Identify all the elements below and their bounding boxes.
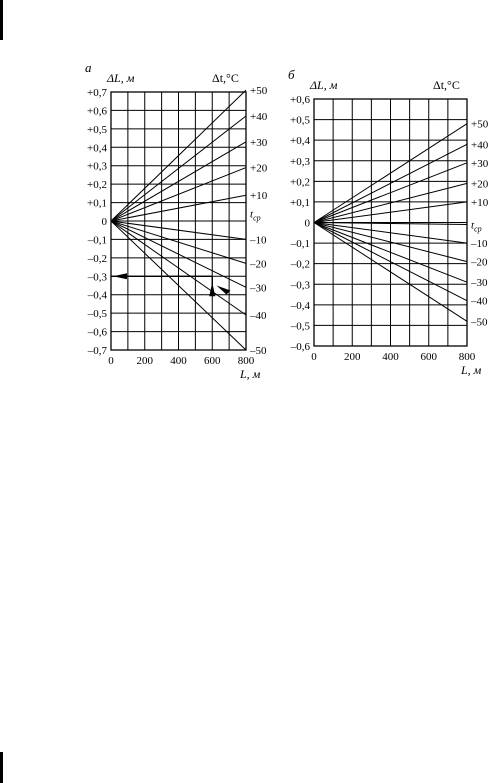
x-tick-label: 800 (458, 351, 476, 363)
x-tick-label: 600 (204, 355, 221, 367)
example-arrow-diag (216, 286, 230, 295)
y-tick-label: +0,4 (290, 135, 310, 148)
y-tick-label: –0,6 (290, 341, 310, 353)
series-end-label: –40 (471, 295, 488, 308)
series-end-label: +20 (250, 162, 268, 175)
series-end-label: –30 (471, 277, 488, 290)
y-tick-label: –0,2 (87, 252, 107, 265)
chart-panel-b (288, 67, 489, 377)
series-end-label: –30 (250, 282, 267, 295)
y-tick-label: –0,5 (87, 308, 107, 321)
series-end-label: +50 (471, 118, 489, 131)
y-tick-label: 0 (101, 216, 107, 228)
series-end-label: +30 (471, 157, 489, 170)
y-tick-label: –0,1 (87, 234, 107, 247)
y-tick-label: +0,3 (87, 160, 107, 173)
y-tick-label: –0,4 (290, 299, 310, 312)
x-axis-title: L, м (461, 363, 482, 377)
x-tick-label: 200 (344, 351, 361, 363)
y-tick-label: –0,3 (290, 279, 310, 292)
series-end-label: +10 (471, 196, 489, 209)
y-tick-label: +0,2 (87, 179, 107, 192)
y-tick-label: +0,6 (87, 105, 107, 118)
x-tick-label: 400 (382, 351, 399, 363)
x-axis-title: L, м (240, 367, 261, 381)
series-end-label: –50 (471, 316, 488, 329)
series-end-label: +50 (250, 85, 268, 98)
y-tick-label: –0,5 (290, 320, 310, 333)
y-tick-label: +0,4 (87, 142, 107, 155)
y-tick-label: +0,2 (290, 176, 310, 189)
series-end-label: –20 (471, 256, 488, 269)
y-tick-label: +0,3 (290, 155, 310, 168)
series-end-label: +40 (471, 139, 489, 152)
y-tick-label: +0,5 (290, 114, 310, 127)
y-tick-label: –0,4 (87, 289, 107, 302)
example-arrow-up (209, 282, 215, 296)
y2-axis-title: Δt,°C (433, 78, 460, 92)
x-tick-label: 0 (108, 355, 114, 367)
chart-panel-a (85, 60, 268, 381)
series-end-label: –50 (250, 345, 267, 357)
y-tick-label: +0,5 (87, 123, 107, 136)
x-tick-label: 0 (311, 351, 317, 363)
y-tick-label: –0,2 (290, 258, 310, 271)
panel-label: б (288, 67, 295, 82)
y-tick-label: +0,1 (87, 197, 107, 210)
x-tick-label: 800 (237, 355, 255, 367)
x-tick-label: 400 (170, 355, 187, 367)
series-end-label: –10 (471, 238, 488, 251)
series-end-label: +30 (250, 136, 268, 149)
example-arrow-left (113, 273, 127, 279)
y-axis-title: ΔL, м (107, 71, 135, 85)
series-end-label: +40 (250, 110, 268, 123)
y-tick-label: –0,1 (290, 238, 310, 251)
series-end-label: –40 (250, 309, 267, 322)
y2-axis-title: Δt,°C (212, 71, 239, 85)
y-tick-label: +0,6 (290, 94, 310, 106)
series-end-label: –20 (250, 258, 267, 271)
y-axis-title: ΔL, м (310, 78, 338, 92)
panel-label: а (85, 60, 92, 75)
y-tick-label: 0 (304, 217, 310, 230)
y-tick-label: –0,3 (87, 271, 107, 284)
y-tick-label: –0,6 (87, 326, 107, 339)
series-end-label: –10 (250, 234, 267, 247)
series-end-label: $t_{ср}$ (250, 208, 261, 223)
y-tick-label: +0,7 (87, 87, 107, 99)
y-tick-label: +0,1 (290, 196, 310, 209)
series-end-label: +10 (250, 190, 268, 203)
series-end-label: $t_{ср}$ (471, 219, 482, 234)
series-end-label: +20 (471, 178, 489, 191)
x-tick-label: 200 (136, 355, 153, 367)
y-tick-label: –0,7 (87, 345, 107, 357)
x-tick-label: 600 (420, 351, 437, 363)
